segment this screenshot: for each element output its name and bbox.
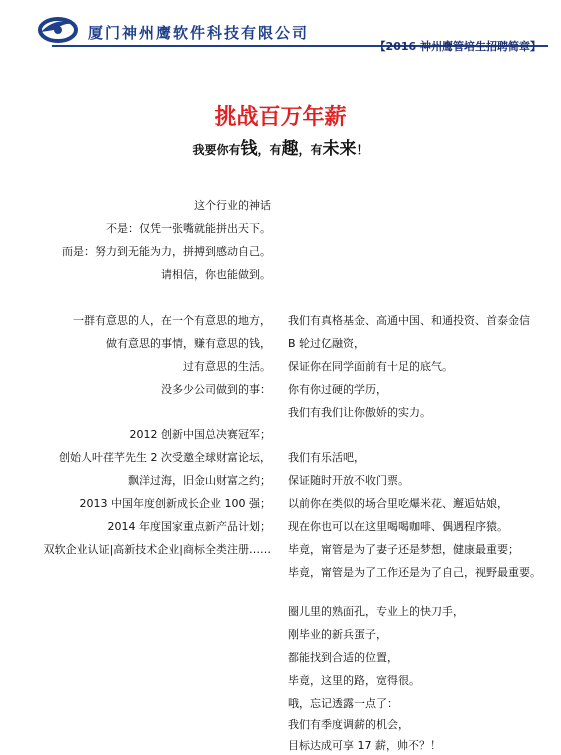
left-column-line: 做有意思的事情，赚有意思的钱， xyxy=(106,337,271,350)
right-column-line: 目标达成可享 17 薪，帅不？！ xyxy=(288,739,441,752)
left-column-line: 2013 中国年度创新成长企业 100 强； xyxy=(79,497,271,510)
subheadline-emphasis: 钱 xyxy=(240,139,258,159)
left-column-line: 2014 年度国家重点新产品计划； xyxy=(107,520,271,533)
left-column-line: 没多少公司做到的事： xyxy=(161,383,271,396)
right-column-line: 保证随时开放不收门票。 xyxy=(288,474,409,487)
subheadline xyxy=(0,134,561,159)
left-column-line: 一群有意思的人，在一个有意思的地方， xyxy=(73,314,271,327)
eagle-logo-icon xyxy=(36,12,80,46)
subheadline-text: ，有 xyxy=(298,143,323,157)
subheadline-text: ！ xyxy=(356,143,369,157)
right-column-line: 我们有我们让你傲娇的实力。 xyxy=(288,406,431,419)
right-column-line: 圈儿里的熟面孔，专业上的快刀手， xyxy=(288,605,464,618)
left-column-line: 双软企业认证|高新技术企业|商标全类注册…… xyxy=(43,543,271,556)
intro-line: 这个行业的神话 xyxy=(194,199,271,212)
right-column-line: 我们有季度调薪的机会， xyxy=(288,718,409,731)
right-column-line: 我们有真格基金、高通中国、和通投资、首泰金信 xyxy=(288,314,530,327)
left-column-line: 创始人叶荏芊先生 2 次受邀全球财富论坛， xyxy=(59,451,271,464)
intro-line: 而是：努力到无能为力，拼搏到感动自己。 xyxy=(62,245,271,258)
intro-line: 不是：仅凭一张嘴就能拼出天下。 xyxy=(106,222,271,235)
right-column-line: 保证你在同学面前有十足的底气。 xyxy=(288,360,453,373)
subheadline-emphasis: 未来 xyxy=(322,139,357,159)
intro-line: 请相信，你也能做到。 xyxy=(161,268,271,281)
document-header xyxy=(0,0,561,60)
right-column-line: 你有你过硬的学历， xyxy=(288,383,387,396)
company-name: 厦门神州鹰软件科技有限公司 xyxy=(88,24,310,42)
right-column-line: 毕竟，甯管是为了工作还是为了自己，视野最重要。 xyxy=(288,566,541,579)
right-column-line: 毕竟，这里的路，宽得很。 xyxy=(288,674,420,687)
left-column-line: 过有意思的生活。 xyxy=(183,360,271,373)
right-column-line: 都能找到合适的位置， xyxy=(288,651,398,664)
left-column-line: 2012 创新中国总决赛冠军； xyxy=(129,428,271,441)
right-column-line: 我们有乐活吧， xyxy=(288,451,365,464)
document-title: 【2016 神州鹰管培生招聘简章】 xyxy=(374,40,541,53)
right-column-line: 毕竟，甯管是为了妻子还是梦想，健康最重要； xyxy=(288,543,519,556)
subheadline-text: ，有 xyxy=(257,143,282,157)
right-column-line: 以前你在类似的场合里吃爆米花、邂逅姑娘， xyxy=(288,497,508,510)
headline: 挑战百万年薪 xyxy=(214,105,347,130)
right-column-line: 刚毕业的新兵蛋子， xyxy=(288,628,387,641)
left-column-line: 飘洋过海，旧金山财富之约； xyxy=(128,474,271,487)
right-column-line: 哦，忘记透露一点了： xyxy=(288,697,398,710)
right-column-line: 现在你也可以在这里喝喝咖啡、偶遇程序猿。 xyxy=(288,520,508,533)
right-column-line: B 轮过亿融资， xyxy=(288,337,366,350)
subheadline-text: 我要你有 xyxy=(192,143,241,157)
subheadline-emphasis: 趣 xyxy=(281,139,299,159)
